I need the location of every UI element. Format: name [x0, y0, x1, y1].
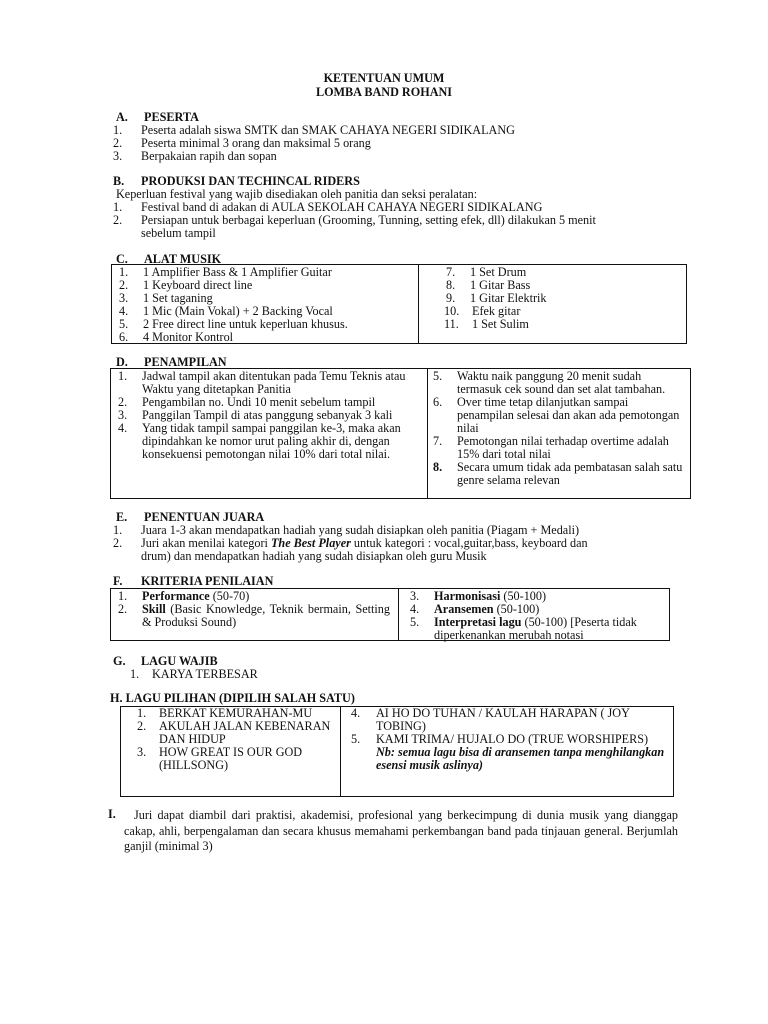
table-row: 5. 2 Free direct line untuk keperluan khusus.: [119, 317, 348, 331]
table-column-left: [118, 370, 414, 461]
section-title: PESERTA: [144, 110, 199, 124]
list-item-continuation: drum) dan mendapatkan hadiah yang sudah disiapkan oleh guru Musik: [141, 549, 487, 563]
table-row: 8. Secara umum tidak ada pembatasan salah satu genre selama relevan: [433, 460, 683, 487]
section-letter: E.: [116, 510, 128, 524]
kriteria-table: [110, 588, 670, 641]
table-row: 4. 1 Mic (Main Vokal) + 2 Backing Vocal: [119, 304, 333, 318]
table-column-left: [118, 590, 390, 629]
section-letter: B.: [113, 174, 125, 188]
section-title: PENENTUAN JUARA: [144, 510, 265, 524]
table-divider: [398, 589, 399, 640]
table-column-right: [410, 590, 662, 642]
section-letter: C.: [116, 252, 128, 266]
list-item: 1. Juara 1-3 akan mendapatkan hadiah yang sudah disiapkan oleh panitia (Piagam + Medali): [113, 523, 580, 537]
section-f-heading: [113, 575, 273, 588]
table-divider: [418, 265, 419, 343]
list-item: 2. Persiapan untuk berbagai keperluan (Grooming, Tunning, setting efek, dll) dilakukan 5 menit: [113, 213, 596, 227]
table-row: 10. Efek gitar: [444, 304, 521, 318]
table-row: 2. Skill (Basic Knowledge, Teknik bermain, Setting & Produksi Sound): [118, 602, 390, 629]
section-letter: D.: [116, 355, 128, 369]
table-row: 9. 1 Gitar Elektrik: [446, 291, 547, 305]
table-row: 3. Panggilan Tampil di atas panggung sebanyak 3 kali: [118, 408, 393, 422]
table-row: 4. Yang tidak tampil sampai panggilan ke-3, maka akan dipindahkan ke nomor urut paling akhir di, dengan konsekuensi pemotongan nilai 10% dari total nilai.: [118, 421, 401, 461]
section-title: LAGU WAJIB: [141, 654, 218, 668]
section-title: ALAT MUSIK: [144, 252, 222, 266]
alat-musik-table: [111, 264, 687, 344]
list-item: 1. Festival band di adakan di AULA SEKOLAH CAHAYA NEGERI SIDIKALANG: [113, 200, 543, 214]
table-row: 1. Performance (50-70): [118, 589, 250, 603]
table-column-right: [351, 707, 669, 772]
list-item: 2. Peserta minimal 3 orang dan maksimal 5 orang: [113, 136, 371, 150]
table-row: 1. 1 Amplifier Bass & 1 Amplifier Guitar: [119, 265, 332, 279]
list-item: 3. Berpakaian rapih dan sopan: [113, 149, 277, 163]
doc-title-line2: LOMBA BAND ROHANI: [315, 85, 453, 99]
table-row: 5. Interpretasi lagu (50-100) [Peserta tidak diperkenankan merubah notasi: [410, 615, 637, 642]
table-row: 5. KAMI TRIMA/ HUJALO DO (TRUE WORSHIPERS): [351, 732, 649, 746]
section-letter: A.: [116, 110, 128, 124]
list-item-continuation: sebelum tampil: [141, 226, 216, 240]
list-item: 1. KARYA TERBESAR: [130, 667, 258, 681]
table-note: Nb: semua lagu bisa di aransemen tanpa menghilangkan esensi musik aslinya): [376, 745, 665, 772]
list-item: 2. Juri akan menilai kategori The Best Player untuk kategori : vocal,guitar,bass, keyboard dan: [113, 536, 588, 550]
table-column-right: [433, 370, 683, 487]
table-column-right: [446, 266, 676, 331]
table-row: 2. 1 Keyboard direct line: [119, 278, 253, 292]
table-row: 1. Jadwal tampil akan ditentukan pada Temu Teknis atau Waktu yang ditetapkan Panitia: [118, 369, 406, 396]
table-row: 7. 1 Set Drum: [446, 265, 527, 279]
table-row: 2. Pengambilan no. Undi 10 menit sebelum tampil: [118, 395, 376, 409]
penampilan-table: [110, 368, 691, 499]
section-i-paragraph: Juri dapat diambil dari praktisi, akademisi, profesional yang berkecimpung di dunia musik yang dianggap cakap, ahli, berpengalaman dan secara khusus memahami perkembangan band pada tinjauan general. Berjumlah ganjil (minimal 3): [124, 808, 678, 853]
table-row: 3. HOW GREAT IS OUR GOD (HILLSONG): [137, 745, 303, 772]
table-row: 6. Over time tetap dilanjutkan sampai penampilan selesai dan akan ada pemotongan nilai: [433, 395, 680, 435]
table-row: 11. 1 Set Sulim: [444, 317, 529, 331]
doc-title-line1: KETENTUAN UMUM: [323, 71, 445, 85]
section-i-letter: I.: [108, 807, 116, 821]
table-row: 5. Waktu naik panggung 20 menit sudah termasuk cek sound dan set alat tambahan.: [433, 369, 666, 396]
table-divider: [340, 707, 341, 796]
table-row: 7. Pemotongan nilai terhadap overtime adalah 15% dari total nilai: [433, 434, 669, 461]
table-row: 8. 1 Gitar Bass: [446, 278, 531, 292]
lagu-pilihan-table: [120, 706, 674, 797]
table-row: 6. 4 Monitor Kontrol: [119, 330, 234, 344]
table-row: 3. 1 Set taganing: [119, 291, 213, 305]
table-row: 2. AKULAH JALAN KEBENARAN DAN HIDUP: [137, 719, 331, 746]
section-title: PRODUKSI DAN TECHINCAL RIDERS: [141, 174, 360, 188]
table-column-left: [119, 266, 414, 344]
section-b-intro: Keperluan festival yang wajib disediakan oleh panitia dan seksi peralatan:: [116, 187, 478, 201]
section-title: KRITERIA PENILAIAN: [141, 574, 274, 588]
table-divider: [427, 369, 428, 498]
table-row: 4. Aransemen (50-100): [410, 602, 540, 616]
section-title: PENAMPILAN: [144, 355, 227, 369]
table-row: 1. BERKAT KEMURAHAN-MU: [137, 706, 313, 720]
section-h-heading: H. LAGU PILIHAN (DIPILIH SALAH SATU): [110, 691, 355, 705]
section-letter: F.: [113, 574, 123, 588]
table-column-left: [137, 707, 333, 772]
list-item: 1. Peserta adalah siswa SMTK dan SMAK CAHAYA NEGERI SIDIKALANG: [113, 123, 515, 137]
table-row: 3. Harmonisasi (50-100): [410, 589, 547, 603]
section-letter: G.: [113, 654, 126, 668]
table-row: 4. AI HO DO TUHAN / KAULAH HARAPAN ( JOY TOBING): [351, 706, 630, 733]
